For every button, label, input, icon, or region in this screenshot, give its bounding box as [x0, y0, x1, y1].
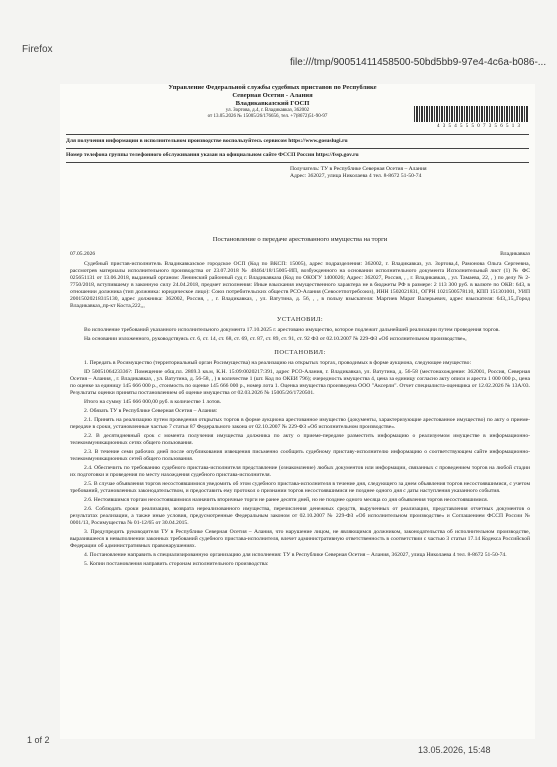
resolved-item: 2.2. В десятидневный срок с момента получения имущества должника по акту о приеме-передаче разместить информацию о реализуемом имуществе в информационно-телекоммуникационных сетях общего пользования.	[70, 433, 530, 446]
print-timestamp: 13.05.2026, 15:48	[418, 745, 491, 755]
resolved-heading: ПОСТАНОВИЛ:	[274, 349, 326, 356]
page-counter: 1 of 2	[27, 735, 50, 745]
resolved-item: 2.3. В течение семи рабочих дней после опубликования извещения письменно сообщить судебному приставу-исполнителю информацию о соответствующем сайте информационно-телекоммуникационных сетей общего пользования.	[70, 449, 530, 462]
resolved-item: 4. Постановление направить в специализированную организацию для исполнения: ТУ в Республике Северная Осетия – Алания, 362027, улица Николаева 4 тел. 8-8672 51-50-74.	[84, 552, 507, 558]
document-body	[70, 236, 530, 570]
barcode-number: 4 3 5 4 5 5 5 0 7 3 5 6 5 1 3	[437, 124, 521, 129]
org-line-3: Владикавказский ГОСП	[235, 100, 310, 107]
date-city-row	[70, 251, 530, 258]
org-line-2: Северная Осетия - Алания	[232, 92, 313, 99]
resolved-item: 2.6. Нестоявшимся торгам несостоявшимися назначить вторичные торги не ранее десяти дней, но не позднее одного месяца со дня объявления торгов несостоявшимися.	[84, 497, 489, 503]
resolved-item: ID 5005106423336?: Помещение общ.пл. 2869.3 кв.м, К.Н. 15:09:0020217:391, адрес РСО-Алания, г. Владикавказ, ул. Ватутина, д. 56-58 (местонахождение: 362001, Россия, Северная Осетия – Алания, , г. Владикавказ, , ул. Ватутина, д. 56-58, , ) в количестве 1 (шт. Код по ОКЕИ 796); очередность имущества 4, цена за единицу согласно акту описи и ареста 1 000 000 р., цена по оценке за единицу 145 666 000 р., стоимость по оценке 145 666 000 р., номер лота 1. Оценка имущества произведена ООО "Аксерли". Отчет специалиста-оценщика от 12.02.2026 № 13А/03. Результаты оценки приняты постановлением об оценке имущества от 02.03.2026 № 15005/26/1720501.	[70, 369, 530, 396]
established-paragraph: На основании изложенного, руководствуясь ст. 6, ст. 14, ст. 68, ст. 69, ст. 87, ст. 89, ст. 91, ст. 92 ФЗ от 02.10.2007 № 229-ФЗ «Об исполнительном производстве»,	[84, 336, 467, 342]
resolved-item: 3. Предупредить руководителя ТУ в Республике Северная Осетия – Алания, что нарушение лицом, не являющимся должником, законодательства об исполнительном производстве, выразившееся в невыполнении законных требований судебного пристава-исполнителя, влечет административную ответственность в соответствии с частью 3 статьи 17.14 Кодекса Российской Федерации об административных правонарушениях.	[70, 529, 530, 549]
header-divider-2	[66, 148, 529, 149]
recipient-line-1: Получатель: ТУ в Республике Северная Осетия – Алания	[290, 166, 427, 172]
barcode-image	[414, 106, 529, 122]
browser-print-header	[0, 0, 557, 95]
doc-date-ref: от 13.05.2026 № 15005/26/176656, тел. +7(8672)51-90-97	[207, 114, 328, 119]
document-header	[60, 84, 535, 180]
doc-date: 07.05.2026	[70, 251, 96, 257]
org-address: ул. Зортова, д.4, г. Владикавказ, 362002	[225, 108, 310, 113]
header-divider-3	[66, 162, 529, 163]
resolved-item: 2.6. Соблюдать сроки реализации, возврата нереализованного имущества, перечисления денежных средств, вырученных от реализации, представления отчетных документов о результатах реализации, а также иные условия, предусмотренные Федеральным законом от 02.10.2007 № 229-ФЗ «Об исполнительном производстве» и Соглашением ФССП России № 0001/13, Росимущества № 01-12/65 от 30.04.2015.	[70, 506, 530, 526]
org-line-1: Управление Федеральной службы судебных приставов по Республике	[168, 84, 377, 91]
page-url: file:///tmp/90051411458500-50bd5bb9-97e4-4c6a-b086-...	[290, 57, 547, 68]
browser-name: Firefox	[22, 44, 53, 55]
resolved-item: Итого на сумму 145 666 000,00 руб. в количестве 1 лотов.	[84, 399, 222, 405]
resolved-item: 2.5. В случае объявления торгов несостоявшимися уведомить об этом судебного пристава-исполнителя в течение дня, следующего за днем объявления торгов несостоявшимися, с учетом требований, установленных законодательством, и предоставить ему протокол о признании торгов несостоявшимися не позднее одного дня с даты наступления указанного события.	[70, 481, 530, 494]
doc-title: Постановление о передаче арестованного имущества на торги	[212, 236, 388, 243]
resolved-item: 5. Копии постановления направить сторонам исполнительного производства:	[84, 561, 269, 567]
established-heading: УСТАНОВИЛ:	[276, 316, 324, 323]
phone-note: Номер телефона группы телефонного обслуживания указан на официальном сайте ФССП России https://fssp.gov.ru	[66, 152, 359, 158]
document-page	[60, 84, 535, 739]
resolved-item: 2.1. Принять на реализацию путем проведения открытых торгов в форме аукциона арестованное имущество (документы, характеризующие арестованное имущество) по акту о приеме-передаче в сроки, установленные частью 7 статьи 87 Федерального закона от 02.10.2007 № 229-ФЗ «Об исполнительном производстве».	[70, 417, 530, 430]
intro-paragraph: Судебный пристав-исполнитель Владикавказское городское ОСП (Код по ВКСП: 15005), адрес подразделения: 362002, г. Владикавказ, ул. Зортова,4, Рамонова Ольга Сергеевна, рассмотрев материалы исполнительного производства от 23.07.2018 № 48464/18/15005-ИП, возбужденного на основании исполнительного документа Исполнительный лист (1) № ФС 025651131 от 13.06.2018, выданный органом: Ленинский районный суд г. Владикавказа (Код по ОКОГУ 1400026; Адрес: 362027, Россия, , , г. Владикавказ, , ул. Тамаева, 22, , ) по делу № 2-7750/2018, вступившему в законную силу 24.04.2018, предмет исполнения: Иные взыскания имущественного характера не в бюджеты РФ в размере: 2 113 300 руб. в валюте по ОКВ: 643, в отношении должника (тип должника: юридическое лицо): Союз потребительских обществ РСО-Алания (Севосетпотребсоюз), ИНН 1502021831, ОГРН 1021500578110, КПП 151301001, УИП 20015020218315130, адрес должника: 362002, Россия, , , г. Владикавказ, , ул. Ватутина, д. 56, , , в пользу взыскателя: Маргиев Марат Валерьевич, адрес взыскателя: 643,,15,,Город Владикавказ,,пр-кт Коста,222,,,	[70, 261, 530, 309]
service-note: Для получения информации в исполнительном производстве воспользуйтесь сервисом https://www.gosuslugi.ru	[66, 138, 348, 144]
recipient-line-2: Адрес: 362027, улица Николаева 4 тел. 8-8672 51-50-74	[290, 173, 422, 179]
established-paragraph: Во исполнение требований указанного исполнительного документа 17.10.2025 г. арестовано имущество, которое подлежит дальнейшей реализации путем проведения торгов.	[84, 327, 500, 333]
resolved-item: 2. Обязать ТУ в Республике Северная Осетия – Алания:	[84, 408, 218, 414]
resolved-item: 2.4. Обеспечить по требованию судебного пристава-исполнителя представление (ознакомление) любых документов или информации, связанных с проведением торгов на любой стадии их подготовки и проведения по месту нахождения судебного пристава-исполнителя.	[70, 465, 530, 478]
resolved-item: 1. Передать в Росимущество (территориальный орган Росимущества) на реализацию на открытых торгах, проводимых в форме аукциона, следующее имущество:	[84, 360, 472, 366]
header-divider	[66, 134, 529, 135]
doc-city: Владикавказ	[500, 251, 530, 257]
